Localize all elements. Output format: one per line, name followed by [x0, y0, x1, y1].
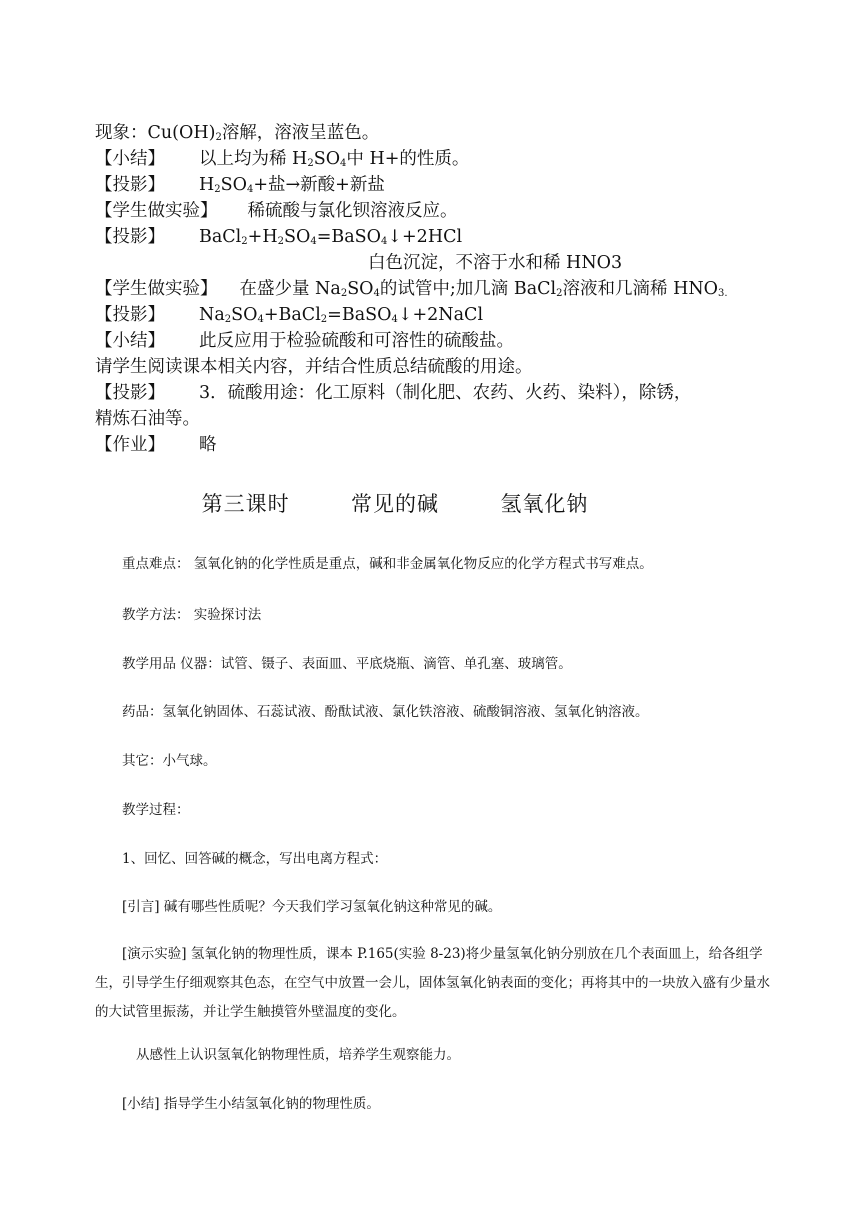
subscript: 4	[310, 236, 317, 247]
text: 教学方法： 实验探讨法	[122, 607, 262, 623]
precipitate-note	[368, 250, 622, 276]
text: SO	[220, 175, 247, 195]
subscript: 2	[340, 288, 348, 299]
lesson-title	[0, 488, 790, 518]
subscript: 2	[556, 288, 563, 299]
text: 中 H+的性质。	[346, 149, 470, 169]
title-part: 常见的碱	[351, 492, 439, 516]
projection-line-3	[95, 302, 483, 328]
text: ↓+2NaCl	[397, 305, 484, 325]
text: SO	[313, 149, 341, 169]
subscript: 4	[391, 314, 398, 325]
title-part: 氢氧化钠	[500, 492, 589, 516]
subscript: 2	[277, 236, 284, 247]
section-tag: 【投影】	[95, 383, 165, 403]
other-materials	[122, 751, 217, 771]
projection-line-1	[95, 172, 385, 198]
subscript: 4	[373, 288, 380, 299]
text: [引言] 碱有哪些性质呢？今天我们学习氢氧化钠这种常见的碱。	[122, 899, 502, 915]
text: 3．硫酸用途：化工原料（制化肥、农药、火药、染料），除锈，	[199, 383, 692, 403]
text: SO	[231, 305, 258, 325]
summary-line-1	[95, 146, 469, 172]
text: Na	[199, 305, 225, 325]
section-tag: 【投影】	[95, 227, 165, 247]
text: 其它：小气球。	[122, 753, 217, 769]
subscript: 2	[307, 158, 314, 169]
reagents	[122, 702, 649, 722]
subscript: 4	[340, 158, 347, 169]
text: SO	[283, 227, 311, 247]
text: +盐→新酸+新盐	[253, 175, 385, 195]
text: 此反应用于检验硫酸和可溶性的硫酸盐。	[199, 331, 514, 351]
text: BaCl	[199, 227, 242, 247]
projection-line-4	[95, 380, 691, 406]
text: [演示实验] 氢氧化钠的物理性质，课本 P.165(实验 8-23)将少量氢氧化钠分别放在几个表面皿上，给各组学生，引导学生仔细观察其色态，在空气中放置一会儿，固体氢氧化钠表面的变化；再将其中的一块放入盛有少量水的大试管里振荡，并让学生触摸管外壁温度的变化。	[95, 946, 770, 1020]
text: +H	[247, 227, 278, 247]
subscript: 4	[380, 236, 388, 247]
introduction	[122, 897, 501, 917]
text: 稀硫酸与氯化钡溶液反应。	[247, 201, 458, 221]
subscript: 2	[241, 236, 248, 247]
text: 教学过程：	[122, 802, 190, 818]
teaching-method	[122, 605, 261, 625]
text: 略	[199, 435, 217, 455]
section-tag: 【学生做实验】	[95, 201, 218, 221]
physical-properties-summary	[122, 1094, 380, 1114]
section-tag: 【学生做实验】	[95, 279, 218, 299]
text: 溶液和几滴稀 HNO	[562, 279, 719, 299]
subscript: 3.	[718, 288, 728, 299]
text: 1、回忆、回答碱的概念，写出电离方程式：	[122, 851, 388, 867]
title-part: 第三课时	[201, 492, 290, 516]
text: 白色沉淀，不溶于水和稀 HNO3	[368, 253, 623, 273]
step-1	[122, 849, 387, 869]
text: +BaCl	[263, 305, 321, 325]
perception-note	[136, 1045, 460, 1065]
experiment-line-2	[95, 276, 728, 302]
text: 药品：氢氧化钠固体、石蕊试液、酚酞试液、氯化铁溶液、硫酸铜溶液、氢氧化钠溶液。	[122, 704, 649, 720]
homework-line	[95, 432, 217, 458]
text: 精炼石油等。	[95, 409, 200, 429]
teaching-equipment	[122, 654, 572, 674]
text: =BaSO	[316, 227, 381, 247]
text: 请学生阅读课本相关内容，并结合性质总结硫酸的用途。	[95, 357, 533, 377]
subscript: 2	[215, 132, 222, 143]
projection-line-4-cont	[95, 406, 200, 432]
teaching-process-heading	[122, 800, 190, 820]
subscript: 2	[214, 184, 221, 195]
subscript: 2	[224, 314, 232, 325]
projection-line-2	[95, 224, 462, 250]
section-tag: 【小结】	[95, 149, 165, 169]
subscript: 4	[257, 314, 264, 325]
section-tag: 【投影】	[95, 305, 165, 325]
text: SO	[347, 279, 374, 299]
text: ↓+2HCl	[387, 227, 463, 247]
section-tag: 【投影】	[95, 175, 165, 195]
subscript: 2	[320, 314, 328, 325]
text: H	[199, 175, 215, 195]
text: 的试管中;加几滴 BaCl	[379, 279, 557, 299]
text: 从感性上认识氢氧化钠物理性质，培养学生观察能力。	[136, 1047, 460, 1063]
observation-line	[95, 120, 379, 146]
reading-instruction	[95, 354, 533, 380]
text: 重点难点： 氢氧化钠的化学性质是重点，碱和非金属氧化物反应的化学方程式书写难点。	[122, 556, 653, 572]
section-tag: 【小结】	[95, 331, 165, 351]
summary-line-2	[95, 328, 514, 354]
section-tag: 【作业】	[95, 435, 165, 455]
key-points	[122, 554, 653, 574]
text: 现象：Cu(OH)	[95, 123, 216, 143]
text: 在盛少量 Na	[239, 279, 341, 299]
text: 溶解，溶液呈蓝色。	[221, 123, 380, 143]
demo-experiment-paragraph	[95, 940, 775, 1027]
text: =BaSO	[327, 305, 392, 325]
text: [小结] 指导学生小结氢氧化钠的物理性质。	[122, 1096, 380, 1112]
text: 以上均为稀 H	[199, 149, 308, 169]
subscript: 4	[246, 184, 254, 195]
experiment-line-1	[95, 198, 458, 224]
text: 教学用品 仪器：试管、镊子、表面皿、平底烧瓶、滴管、单孔塞、玻璃管。	[122, 656, 572, 672]
